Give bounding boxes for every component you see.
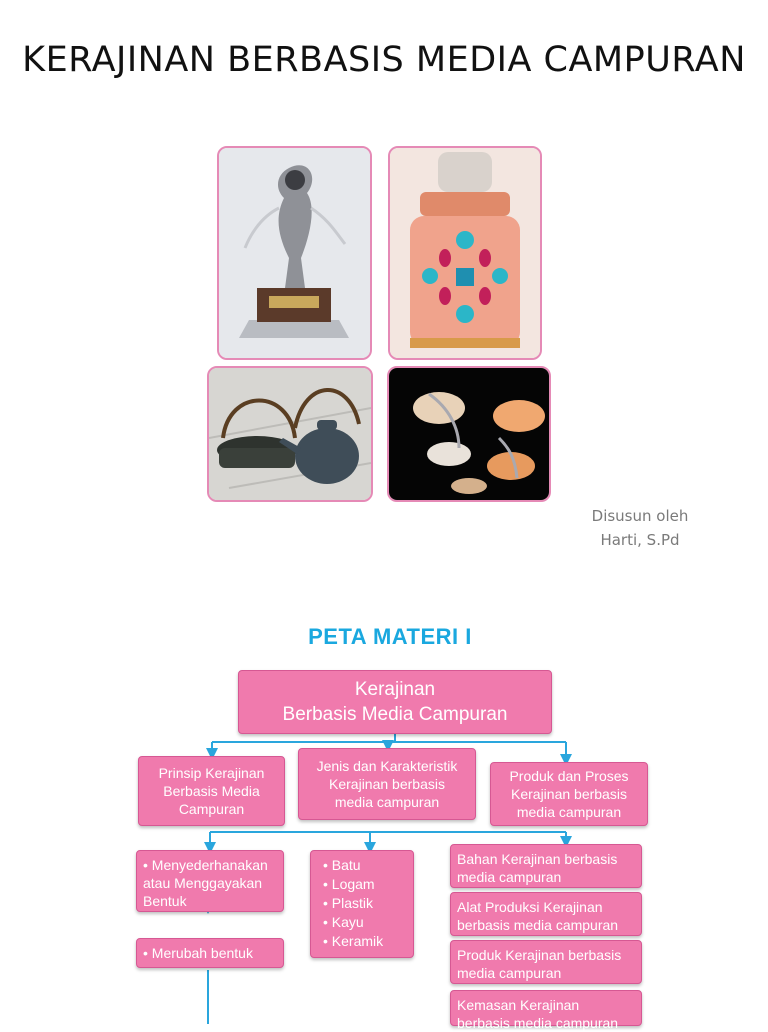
root-node-label: Kerajinan Berbasis Media Campuran bbox=[282, 679, 508, 725]
list-item: • Batu bbox=[323, 857, 361, 873]
node-alat-produksi bbox=[450, 892, 642, 936]
node-jenis bbox=[298, 748, 476, 820]
cover-title: KERAJINAN BERBASIS MEDIA CAMPURAN bbox=[22, 40, 746, 80]
node-prinsip bbox=[138, 756, 285, 826]
shell-craft-photo bbox=[387, 366, 551, 502]
list-item: • Kayu bbox=[323, 914, 364, 930]
list-item: • Logam bbox=[323, 876, 375, 892]
author-credit bbox=[560, 504, 720, 552]
list-item: • Keramik bbox=[323, 933, 384, 949]
root-node bbox=[238, 670, 552, 734]
node-alat-produksi-label: Alat Produksi Kerajinan berbasis media campuran bbox=[457, 899, 619, 933]
credit-line-2: Harti, S.Pd bbox=[600, 531, 680, 549]
list-item: • Plastik bbox=[323, 895, 374, 911]
concept-map-title: PETA MATERI I bbox=[308, 624, 472, 649]
bahan-list bbox=[317, 856, 407, 951]
node-bahan-kerajinan-label: Bahan Kerajinan berbasis media campuran bbox=[457, 851, 618, 885]
node-produk-kerajinan-label: Produk Kerajinan berbasis media campuran bbox=[457, 947, 622, 981]
node-kemasan bbox=[450, 990, 642, 1031]
node-menyederhanakan-label: • Menyederhanakan atau Menggayakan Bentuk bbox=[143, 857, 268, 909]
wayang-craft-photo bbox=[217, 146, 372, 360]
node-jenis-label: Jenis dan Karakteristik Kerajinan berbasis media campuran bbox=[316, 758, 458, 810]
credit-line-1: Disusun oleh bbox=[591, 507, 689, 525]
slide-concept-map bbox=[0, 596, 768, 1031]
node-menyederhanakan bbox=[136, 850, 284, 912]
node-produk bbox=[490, 762, 648, 826]
node-prinsip-label: Prinsip Kerajinan Berbasis Media Campuran bbox=[158, 765, 265, 817]
teapot-craft-photo bbox=[207, 366, 373, 502]
jar-craft-photo bbox=[388, 146, 542, 360]
node-merubah-label: • Merubah bentuk bbox=[143, 945, 253, 961]
node-merubah bbox=[136, 938, 284, 968]
node-produk-kerajinan bbox=[450, 940, 642, 984]
node-kemasan-label: Kemasan Kerajinan berbasis media campuran bbox=[457, 997, 619, 1031]
node-bahan-kerajinan bbox=[450, 844, 642, 888]
node-produk-label: Produk dan Proses Kerajinan berbasis media campuran bbox=[509, 768, 629, 820]
node-bahan-list bbox=[310, 850, 414, 958]
